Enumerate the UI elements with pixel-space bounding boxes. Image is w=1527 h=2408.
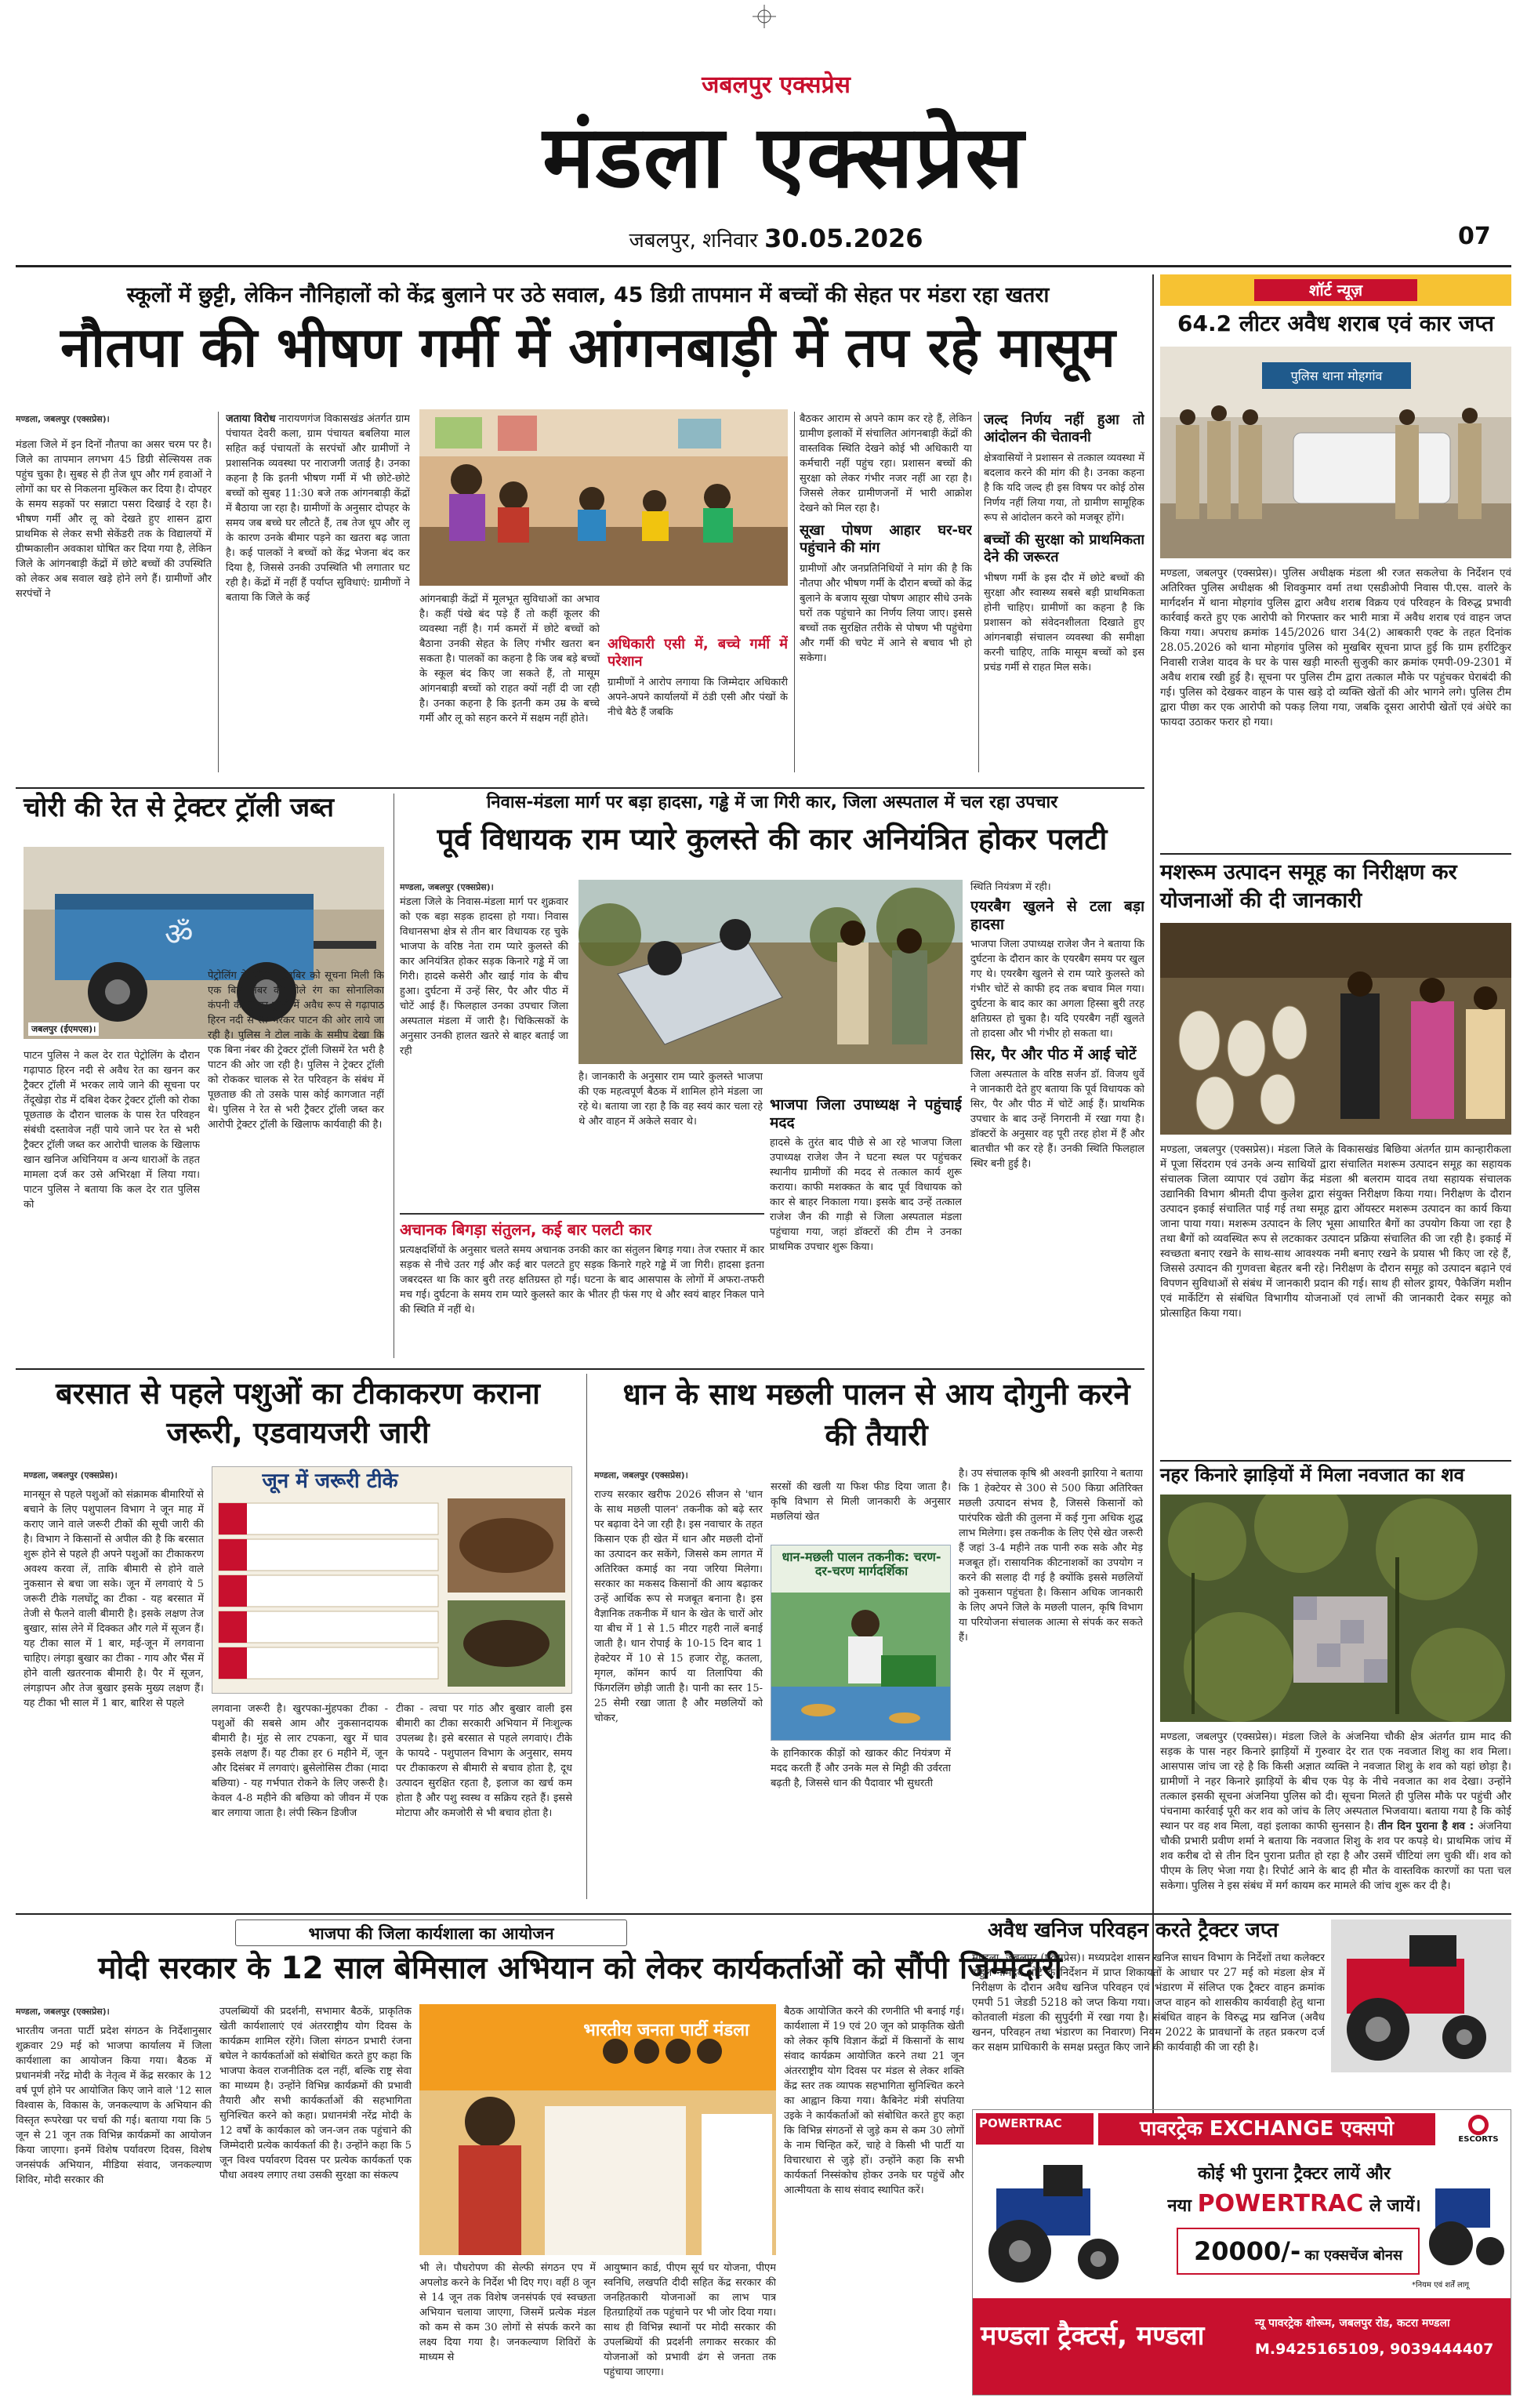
subhead: तीन दिन पुराना है शव : bbox=[1378, 1820, 1474, 1832]
subhead: अधिकारी एसी में, बच्चे गर्मी में परेशान bbox=[608, 636, 788, 670]
subhead: एयरबैग खुलने से टला बड़ा हादसा bbox=[970, 898, 1144, 933]
body-text: सरसों की खली या फिश फीड दिया जाता है। कृषि विभाग से मिली जानकारी के अनुसार मछलियां खेत bbox=[771, 1481, 951, 1523]
body-text: क्षेत्रवासियों ने प्रशासन से तत्काल व्यवस्था में बदलाव करने की मांग की है। उनका कहना है कि यदि जल्द ही इस विषय पर कोई ठोस निर्णय नहीं लिया गया, तो ग्रामीण सामूहिक रूप से आंदोलन करने को मजबूर होंगे। bbox=[984, 452, 1144, 524]
escorts-label: ESCORTS bbox=[1458, 2135, 1499, 2144]
ad-phone: M.9425165109, 9039444407 bbox=[1255, 2341, 1494, 2358]
poster-title: धान-मछली पालन तकनीक: चरण-दर-चरण मार्गदर्शिका bbox=[782, 1549, 941, 1578]
body-text: भीषण गर्मी के इस दौर में छोटे बच्चों की सुरक्षा और स्वास्थ्य सबसे बड़ी प्राथमिकता होनी चाहिए। ग्रामीणों का कहना है कि प्रशासन को संवेदनशीलता दिखाते हुए आंगनबाड़ी संचालन व्यवस्था की समीक्षा करनी चाहिए, ताकि मासूम बच्चों को इस प्रचंड गर्मी से राहत मिल सके। bbox=[984, 572, 1144, 674]
short-news bbox=[1160, 274, 1511, 847]
masthead bbox=[0, 31, 1527, 259]
svg-text:ॐ: ॐ bbox=[165, 917, 194, 953]
body-text: बैठकर आराम से अपने काम कर रहे हैं, लेकिन ग्रामीण इलाकों में संचालित आंगनबाड़ी केंद्रों की वास्तविक स्थिति देखने कोई भी अधिकारी या कर्मचारी नहीं पहुंच रहा। प्रशासन बच्चों की सुरक्षा को लेकर गंभीर नजर नहीं आ रहा है। जिससे लेकर ग्रामीणजनों में भारी आक्रोश देखने को मिल रहा है। bbox=[800, 413, 972, 514]
top-story-col3b bbox=[608, 592, 788, 776]
powertrac-ad bbox=[972, 2109, 1511, 2395]
mashroom-story bbox=[1160, 859, 1511, 1455]
bjp-banner: भारतीय जनता पार्टी मंडला bbox=[583, 2021, 749, 2040]
fish-col3 bbox=[959, 1466, 1143, 1907]
vaccine-headline: बरसात से पहले पशुओं का टीकाकरण कराना जरूरी, एडवायजरी जारी bbox=[55, 1376, 541, 1450]
top-story-col4 bbox=[800, 412, 972, 780]
newborn-body bbox=[1160, 1730, 1511, 1906]
body-text: बैठक आयोजित करने की रणनीति भी बनाई गई। कार्यशाला में 19 एवं 20 जून को प्राकृतिक खेती को लेकर कृषि विज्ञान केंद्रों में किसानों के साथ संवाद कार्यक्रम आयोजित करने तथा 21 जून अंतरराष्ट्रीय योग दिवस पर मंडल से लेकर शक्ति केंद्र स्तर तक व्यापक सहभागिता सुनिश्चित करने का आह्वान किया गया। कैबिनेट मंत्री संपतिया उइके ने कार्यकर्ताओं को संबोधित करते हुए कहा कि विभिन्न संगठनों से जुड़े कम से कम 30 लोगों के नाम चिन्हित करें, चाहे वे किसी भी पार्टी या विचारधारा से जुड़े हों। उन्होंने कहा कि सभी कार्यकर्ता निस्संकोच होकर उनके घर पहुंचें और आत्मीयता के साथ संवाद स्थापित करें। bbox=[784, 2006, 964, 2196]
bjp-kicker-box bbox=[235, 1919, 627, 1946]
overturned-car-photo bbox=[579, 880, 963, 1064]
body-text: आंगनबाड़ी केंद्रों में मूलभूत सुविधाओं का अभाव है। कहीं पंखे बंद पड़े हैं तो कहीं कूलर की व्यवस्था नहीं है। गर्म कमरों में छोटे बच्चों को बैठाना उनकी सेहत के लिए गंभीर खतरा बन सकता है। पालकों का कहना है कि जब बड़े बच्चों के स्कूल बंद किए जा सकते हैं, तो मासूम आंगनबाड़ी बच्चों को राहत क्यों नहीं दी जा रही है। उनका कहना है कि इतनी कम उम्र के बच्चे गर्मी और लू को सहन करने में सक्षम नहीं होते। bbox=[419, 594, 600, 725]
accident-col3 bbox=[970, 880, 1144, 1362]
box-title: अचानक बिगड़ा संतुलन, कई बार पलटी कार bbox=[400, 1220, 652, 1239]
subhead: जल्द निर्णय नहीं हुआ तो आंदोलन की चेतावनी bbox=[984, 412, 1144, 445]
ad-line2 bbox=[1130, 2190, 1459, 2217]
fish-poster bbox=[771, 1545, 951, 1741]
accident-col2 bbox=[579, 1070, 763, 1207]
ad-dealer-bar bbox=[973, 2298, 1511, 2395]
body-text: मंडला जिले के निवास-मंडला मार्ग पर शुक्रवार को एक बड़ा सड़क हादसा हो गया। निवास विधानसभा क्षेत्र से तीन बार विधायक रह चुके भाजपा के वरिष्ठ नेता राम प्यारे कुलस्ते की कार अनियंत्रित होकर सड़क किनारे गड्ढे में जा गिरी। हादसे कसेरी और खाई गांव के बीच हुआ। दुर्घटना में उन्हें सिर, पैर और पीठ में चोटें आई हैं। फिलहाल उनका उपचार जिला अस्पताल मंडला में जारी है। चिकित्सकों के अनुसार उनकी हालत खतरे से बाहर बताई जा रही bbox=[400, 896, 568, 1057]
body-text: मण्डला, जबलपुर (एक्सप्रेस)। पुलिस अधीक्षक मंडला श्री रजत सकलेचा के निर्देशन एवं अतिरिक्त पुलिस अधीक्षक श्री शिवकुमार वर्मा तथा एसडीओपी निवास पी.एस. वालरे के मार्गदर्शन में थाना मोहगांव पुलिस द्वारा अवैध शराब विक्रय एवं परिवहन के विरुद्ध प्रभावी कार्रवाई करते हुए एक आरोपी को गिरफ्तार कर भारी मात्रा में अवैध शराब एवं वाहन जप्त किया गया। अपराध क्रमांक 145/2026 धारा 34(2) आबकारी एक्ट के तहत दिनांक 28.05.2026 को थाना मोहगांव पुलिस को मुखबिर सूचना प्राप्त हुई कि ग्राम हर्राटिकुर निवासी राजेश यादव के घर के पास खड़ी मारुती सुजुकी कार क्रमांक एमपी-09-2301 में अवैध शराब रखी हुई है। सूचना पर पुलिस टीम द्वारा तत्काल मौके पर पहुंचकर घेराबंदी की गई। पुलिस को देखकर वाहन के पास खड़े दो व्यक्ति खेतों की ओर भागने लगे। पुलिस टीम द्वारा पीछा कर एक आरोपी को पकड़ लिया गया, जबकि दूसरा आरोपी खेतों एवं अंधेरे का फायदा उठाकर फरार हो गया। bbox=[1160, 567, 1511, 728]
body-text: लगवाना जरूरी है। खुरपका-मुंहपका टीका - पशुओं की सबसे आम और नुकसानदायक बीमारी है। मुंह से लार टपकना, खुर में घाव इसके लक्षण हैं। यह टीका हर 6 महीने में, जून और दिसंबर में लगवाएं। ब्रुसेलोसिस टीका (मादा बछिया) - यह गर्भपात रोकने के लिए जरूरी है। केवल 4-8 महीने की बछिया को जीवन में एक बार लगाया जाता है। लंपी स्किन डिजीज bbox=[212, 1703, 388, 1819]
tractor-body bbox=[972, 1951, 1325, 2098]
body-text: के हानिकारक कीड़ों को खाकर कीट नियंत्रण में मदद करती हैं और उनके मल से मिट्टी की उर्वरता बढ़ती है, जिससे धान की पैदावार भी सुधरती bbox=[771, 1748, 951, 1789]
police-photo bbox=[1160, 347, 1511, 558]
body-text: मण्डला, जबलपुर (एक्सप्रेस)। मंडला जिले के अंजनिया चौकी क्षेत्र अंतर्गत ग्राम माद की सड़क के पास नहर किनारे झाड़ियों में गुरुवार देर रात एक नवजात शिशु का शव मिला। आसपास जांच जा रहे है कि किसी अज्ञात व्यक्ति ने नवजात शिशु के शव को यहां छोड़ा है। ग्रामीणों ने नहर किनारे झाड़ियों के बीच एक पेड़ के नीचे नवजात का शव देखा। उन्होंने तत्काल इसकी सूचना अंजनिया पुलिस को दी। सूचना मिलते ही पुलिस मौके पर पहुंची और पंचनामा कार्रवाई पूरी कर शव को जांच के लिए अस्पताल भिजवाया। बताया गया है कि कोई स्थान पर वह शव मिला, वहां इलाका काफी सुनसान है। bbox=[1160, 1731, 1511, 1832]
masthead-title: मंडला एक्सप्रेस bbox=[542, 107, 1025, 207]
fish-story bbox=[594, 1374, 1144, 1907]
newborn-story bbox=[1160, 1465, 1511, 1904]
top-story bbox=[16, 274, 1144, 784]
accident-kicker: निवास-मंडला मार्ग पर बड़ा हादसा, गड्ढे में जा गिरी कार, जिला अस्पताल में चल रहा उपचार bbox=[486, 793, 1058, 812]
body-text: भी ले। पौधरोपण की सेल्फी संगठन एप में अपलोड करने के निर्देश भी दिए गए। वहीं 8 जून से 14 जून तक विशेष जनसंपर्क एवं स्वच्छता अभियान चलाया जाएगा, जिसमें प्रत्येक मंडल को कम से कम 30 लोगों से संपर्क करने का लक्ष्य दिया गया है। जनकल्याण शिविरों के माध्यम से bbox=[419, 2262, 596, 2363]
poster-title: जून में जरूरी टीके bbox=[262, 1469, 398, 1493]
body-text: टीका - त्वचा पर गांठ और बुखार वाली इस बीमारी का टीका सरकारी अभियान में निःशुल्क उपलब्ध है। इसे बरसात से पहले लगवाएं। टीके के फायदे - पशुपालन विभाग के अनुसार, समय पर टीकाकरण से बीमारी से बचाव होता है, दूध उत्पादन सुरक्षित रहता है, इलाज का खर्च कम होता है और पशु स्वस्थ व सक्रिय रहते हैं। इससे मोटापा और कमजोरी से भी बचाव होता है। bbox=[396, 1703, 572, 1819]
body-text: मण्डला, जबलपुर (एक्सप्रेस)। मंडला जिले के विकासखंड बिछिया अंतर्गत ग्राम कान्हारीकला में पूजा सिंदराम एवं उनके अन्य साथियों द्वारा संचालित मशरूम उत्पादन समूह का सहायक संचालक जिला व्यापार एवं उद्योग केंद्र मंडला श्री बलराम यादव तथा सहायक संचालक उद्यानिकी विभाग श्रीमती दीपा कुलेश द्वारा संयुक्त निरीक्षण किया गया। निरीक्षण के दौरान उत्पादन इकाई संचालित पाई गई तथा समूह द्वारा ऑयस्टर मशरूम उत्पादन का कार्य किया जाना पाया गया। मशरूम उत्पादन के लिए भूसा आधारित बैगों का उपयोग किया जा रहा है तथा बैगों को व्यवस्थित रूप से लटकाकर उत्पादन प्रक्रिया संचालित की जा रही है। इकाई में स्वच्छता बनाए रखने के साथ-साथ आवश्यक नमी बनाए रखने के प्रयास भी किए जा रहे हैं, जिससे उत्पादन की गुणवत्ता बेहतर बनी रहे। निरीक्षण के दौरान समूह को उत्पादन बढ़ाने एवं विपणन सुविधाओं से संबंध में जानकारी प्रदान की गई। साथ ही सोलर ड्रायर, पैकेजिंग मशीन एवं मार्केटिंग से संबंधित विभागीय योजनाओं एवं लाभों की जानकारी देकर समूह को प्रोत्साहित किया गया। bbox=[1160, 1143, 1511, 1320]
tractor-story bbox=[972, 1919, 1511, 2100]
sand-headline: चोरी की रेत से ट्रेक्टर ट्रॉली जब्त bbox=[24, 792, 335, 823]
top-story-col2 bbox=[226, 412, 410, 780]
body-text: भाजपा जिला उपाध्यक्ष राजेश जैन ने बताया कि दुर्घटना के दौरान कार के एयरबैग समय पर खुल गए थे। एयरबैग खुलने से राम प्यारे कुलस्ते को गंभीर चोटें से काफी हद तक बचाव मिल गया। दुर्घटना के बाद कार का अगला हिस्सा बुरी तरह क्षतिग्रस्त हो चुका है। यदि एयरबैग नहीं खुलते तो हादसा और भी गंभीर हो सकता था। bbox=[970, 939, 1144, 1040]
escorts-logo bbox=[1451, 2115, 1506, 2146]
ad-fineprint: *नियम एवं शर्तें लागू bbox=[1412, 2281, 1470, 2290]
accident-col1 bbox=[400, 880, 568, 1193]
body-text: पाटन पुलिस ने कल देर रात पेट्रोलिंग के दौरान गढ़ापाठ हिरन नदी से अवैध रेत का खनन कर ट्रैक्टर ट्रॉली में भरकर लाये जाने की सूचना पर तेंदूखेड़ा रोड में दबिश देकर ट्रेक्टर ट्रॉली को रोका पूछताछ के दौरान चालक के पास रेत परिवहन संबंधी दस्तावेज नहीं पाये जाने पर रेत से भरी ट्रैक्टर ट्रॉली जब्त कर आरोपी चालक के खिलाफ खान खनिज अधिनियम व अन्य धाराओं के तहत मामला दर्ज कर उसे अभिरक्षा में लिया गया। पाटन पुलिस ने बताया कि कल देर रात पुलिस को bbox=[24, 1050, 200, 1211]
ad-line2-brand: POWERTRAC bbox=[1197, 2190, 1364, 2217]
bjp-headline: मोदी सरकार के 12 साल बेमिसाल अभियान को लेकर कार्यकर्ताओं को सौंपी जिम्मेदारी bbox=[98, 1951, 1062, 1986]
mashroom-headline: मशरूम उत्पादन समूह का निरीक्षण कर योजनाओं की दी जानकारी bbox=[1160, 860, 1457, 913]
short-news-label-bar bbox=[1160, 274, 1511, 306]
body-text: हादसे के तुरंत बाद पीछे से आ रहे भाजपा जिला उपाध्यक्ष राजेश जैन ने घटना स्थल पर पहुंचकर स्थानीय ग्रामीणों की मदद से तत्काल कार्य शुरू कराया। काफी मशक्कत के बाद पूर्व विधायक को कार से बाहर निकाला गया। इसके बाद उन्हें तत्काल राजेश जैन की गाड़ी से जिला अस्पताल मंडला पहुंचाया गया, जहां डॉक्टरों की टीम ने उनका प्राथमिक उपचार शुरू किया। bbox=[770, 1137, 962, 1253]
bjp-col4 bbox=[604, 2261, 776, 2395]
anganwadi-photo bbox=[419, 409, 788, 586]
ad-brand-box: POWERTRAC bbox=[976, 2113, 1094, 2145]
ad-dealer: मण्डला ट्रैक्टर्स, मण्डला bbox=[981, 2320, 1205, 2352]
subhead: बच्चों की सुरक्षा को प्राथमिकता देने की जरूरत bbox=[984, 532, 1144, 565]
ad-line1: कोई भी पुराना ट्रैक्टर लायें और bbox=[1198, 2164, 1391, 2184]
top-story-kicker: स्कूलों में छुट्टी, लेकिन नौनिहालों को केंद्र बुलाने पर उठे सवाल, 45 डिग्री तापमान में बच्चों की सेहत पर मंडरा रहा खतरा bbox=[126, 283, 1050, 307]
vaccine-col3 bbox=[396, 1702, 572, 1907]
vaccine-poster bbox=[212, 1466, 572, 1694]
body-text: ग्रामीणों ने आरोप लगाया कि जिम्मेदार अधिकारी अपने-अपने कार्यालयों में ठंडी एसी और पंखों के नीचे बैठे हैं जबकि bbox=[608, 677, 788, 718]
ad-line2-pre: नया bbox=[1167, 2196, 1191, 2216]
police-station-sign: पुलिस थाना मोहगांव bbox=[1290, 369, 1383, 383]
body-text: है। उप संचालक कृषि श्री अश्वनी झारिया ने बताया कि 1 हेक्टेयर से 300 से 500 किग्रा अतिरिक्त मछली उत्पादन संभव है, जिससे किसानों को पारंपरिक खेती की तुलना में कई गुना अधिक शुद्ध लाभ मिलेगा। इस तकनीक के लिए ऐसे खेत जरूरी हैं जहां 3-4 महीने तक पानी रुक सके और मेड़ मजबूत हों। रासायनिक कीटनाशकों का उपयोग न करने की सलाह दी गई है क्योंकि इससे मछलियों को नुकसान पहुंचता है। किसान अधिक जानकारी के लिए अपने जिले के मछली पालन, कृषि विभाग या परियोजना संचालक आत्मा से संपर्क कर सकते हैं। bbox=[959, 1468, 1143, 1643]
bjp-col5 bbox=[784, 2004, 964, 2396]
bjp-kicker: भाजपा की जिला कार्यशाला का आयोजन bbox=[308, 1924, 554, 1943]
accident-story bbox=[400, 794, 1144, 1366]
bjp-col1 bbox=[16, 2004, 212, 2396]
body-text: नारायणगंज विकासखंड अंतर्गत ग्राम पंचायत देवरी कला, ग्राम पंचायत बबलिया माल सहित कई पंचायतों के सरपंचों और ग्रामीणों ने प्रशासनिक व्यवस्था पर नाराजगी जताई है। उनका कहना है कि इतनी भीषण गर्मी में भी छोटे-छोटे बच्चों को सुबह 11:30 बजे तक आंगनबाड़ी केंद्रों में बैठाया जा रहा है। ग्रामीणों के अनुसार दोपहर के समय जब बच्चे घर लौटते हैं, तब तेज धूप और लू के कारण उनके बीमार पड़ने का खतरा बढ़ जाता है। कई पालकों ने बच्चों को केंद्र भेजना बंद कर दिया है, जिससे उनकी उपस्थिति भी लगातार घट रही है। केंद्रों में नहीं हैं पर्याप्त सुविधाएं: ग्रामीणों ने बताया कि जिले के कई bbox=[226, 413, 410, 604]
dateline: मण्डला, जबलपुर (एक्सप्रेस)। bbox=[594, 1470, 688, 1480]
vaccine-col1 bbox=[24, 1468, 204, 1907]
ad-address: न्यू पावरट्रेक शोरूम, जबलपुर रोड, कटरा मण्डला bbox=[1255, 2317, 1450, 2330]
top-story-col3 bbox=[419, 592, 600, 776]
fish-col1 bbox=[594, 1468, 763, 1907]
subhead: जताया विरोध bbox=[226, 413, 276, 425]
masthead-dateline bbox=[611, 223, 941, 253]
ad-line2-post: ले जायें। bbox=[1369, 2196, 1421, 2216]
body-text: राज्य सरकार खरीफ 2026 सीजन से 'धान के साथ मछली पालन' तकनीक को बढ़े स्तर पर बढ़ावा देने जा रही है। इस नवाचार के तहत किसान एक ही खेत में धान और मछली दोनों का उत्पादन कर सकेंगे, जिससे कम लागत में अतिरिक्त कमाई का नया जरिया मिलेगा। सरकार का मकसद किसानों की आय बढ़ाकर उन्हें आर्थिक रूप से मजबूत बनाना है। इस वैज्ञानिक तकनीक में धान के खेत के चारों ओर या बीच में 1 से 1.5 मीटर गहरी नालें बनाई जाती है। धान रोपाई के 10-15 दिन बाद 1 हेक्टेयर में 10 से 15 हजार रोहू, कतला, मृगल, कॉमन कार्प या तिलापिया की फिंगरलिंग छोड़ी जाती है। पानी का स्तर 15-25 सेमी रखा जाता है और मछलियों को चोकर, bbox=[594, 1489, 763, 1724]
fish-headline: धान के साथ मछली पालन से आय दोगुनी करने की तैयारी bbox=[622, 1377, 1130, 1452]
accident-col2b bbox=[770, 1070, 962, 1360]
top-story-headline: नौतपा की भीषण गर्मी में आंगनबाड़ी में तप रहे मासूम bbox=[60, 315, 1115, 380]
bonus-text: का एक्सचेंज बोनस bbox=[1304, 2247, 1403, 2264]
tractor-photo bbox=[1331, 1919, 1511, 2072]
subhead: सूखा पोषण आहार घर-घर पहुंचाने की मांग bbox=[800, 522, 972, 556]
body-text: भारतीय जनता पार्टी प्रदेश संगठन के निर्देशानुसार शुक्रवार 29 मई को भाजपा कार्यालय में जिला कार्यशाला का आयोजन किया गया। बैठक में प्रधानमंत्री नरेंद्र मोदी के नेतृत्व में केंद्र सरकार के 12 वर्ष पूर्ण होने पर आयोजित किए जाने वाले '12 साल विश्वास के, विकास के, जनकल्याण के अभियान की विस्तृत रूपरेखा पर चर्चा की गई। बताया गया कि 5 जून से 21 जून तक विभिन्न कार्यक्रमों का आयोजन किया जाएगा। इनमें विशेष पर्यावरण दिवस, विशेष जनसंपर्क अभियान, मीडिया संवाद, जनकल्याण शिविर, मोदी सरकार की bbox=[16, 2025, 212, 2186]
body-text: आयुष्मान कार्ड, पीएम सूर्य घर योजना, पीएम स्वनिधि, लखपति दीदी सहित केंद्र सरकार की जनहितकारी योजनाओं का लाभ पात्र हितग्राहियों तक पहुंचाने पर भी जोर दिया गया। साथ ही विभिन्न स्थानों पर मोदी सरकार की उपलब्धियों की प्रदर्शनी लगाकर सरकार की योजनाओं को प्रभावी ढंग से जनता तक पहुंचाया जाएगा। bbox=[604, 2262, 776, 2378]
body-text: पेट्रोलिंग के दौरान मुखबिर को सूचना मिली कि एक बिना नंबर की नीले रंग का सोनालिका कंपनी की ट्रैक्टर ट्रॉली में अवैध रूप से गढ़ापाठ हिरन नदी से रेत भरकर पाटन की ओर लाये जा रही है। पुलिस ने टोल नाके के समीप देखा कि एक बिना नंबर की ट्रेक्टर ट्रॉली जिसमें रेत भरी है पाटन की ओर जा रही है। पुलिस ने ट्रेक्टर ट्रॉली को रोककर चालक से रेत परिवहन के संबंध में पूछताछ की तो उसके पास कोई कागजात नहीं थे। पुलिस ने रेत से भरी ट्रैक्टर ट्रॉली जब्त कर आरोपी ट्रेक्टर ट्रॉली के खिलाफ कार्यवाही की है। bbox=[208, 970, 384, 1131]
body-text: उपलब्धियों की प्रदर्शनी, सभामार बैठकें, प्राकृतिक खेती कार्यशालाएं एवं अंतरराष्ट्रीय योग दिवस के कार्यक्रम शामिल रहेंगे। जिला संगठन प्रभारी रंजना बघेल ने कार्यकर्ताओं को संबोधित करते हुए कहा कि भाजपा केवल राजनीतिक दल नहीं, बल्कि राष्ट्र सेवा का माध्यम है। उन्होंने विभिन्न कार्यक्रमों की प्रभावी तैयारी और सभी कार्यकर्ताओं की सहभागिता सुनिश्चित करने को कहा। प्रधानमंत्री नरेंद्र मोदी के 12 वर्षों के कार्यकाल को जन-जन तक पहुंचाने की जिम्मेदारी प्रत्येक कार्यकर्ता की है। उन्होंने कहा कि 5 जून विश्व पर्यावरण दिवस पर प्रत्येक कार्यकर्ता एक पौधा अवश्य लगाए तथा उसकी सुरक्षा का संकल्प bbox=[219, 2006, 412, 2181]
bonus-amount: 20000/- bbox=[1193, 2236, 1301, 2266]
accident-headline: पूर्व विधायक राम प्यारे कुलस्ते की कार अनियंत्रित होकर पलटी bbox=[437, 822, 1108, 856]
dateline-city: जबलपुर, शनिवार bbox=[629, 229, 758, 252]
dateline-date: 30.05.2026 bbox=[764, 223, 923, 253]
mashroom-body bbox=[1160, 1142, 1511, 1452]
body-text: स्थिति नियंत्रण में रही। bbox=[970, 881, 1051, 893]
ad-tractor-right bbox=[1427, 2157, 1506, 2275]
body-text: है। जानकारी के अनुसार राम प्यारे कुलस्ते भाजपा की एक महत्वपूर्ण बैठक में शामिल होने मंडला जा रहे थे। बताया जा रहा है कि वह स्वयं कार चला रहे थे और वाहन में अकेले सवार थे। bbox=[579, 1071, 763, 1128]
top-story-col5 bbox=[984, 412, 1144, 780]
newborn-photo bbox=[1160, 1495, 1511, 1722]
short-news-ribbon: शॉर्ट न्यूज़ bbox=[1254, 279, 1417, 301]
dateline: मण्डला, जबलपुर (एक्सप्रेस)। bbox=[16, 414, 110, 424]
masthead-rule bbox=[16, 265, 1511, 267]
ad-tractor-left bbox=[981, 2157, 1130, 2290]
body-text: मानसून से पहले पशुओं को संक्रामक बीमारियों से बचाने के लिए पशुपालन विभाग ने जून माह में कराए जाने वाले जरूरी टीकों की सूची जारी की है। विभाग ने किसानों से अपील की है कि बरसात शुरू होने से पहले ही अपने पशुओं का टीकाकरण अवश्य करवा लें, ताकि बीमारी से होने वाले नुकसान से बचा जा सके। जून में लगवाएं ये 5 जरूरी टीके गलघोंटू का टीका - यह बरसात में तेजी से फैलने वाली बीमारी है। इसके लक्षण तेज बुखार, सांस लेने में दिक्कत और गले में सूजन हैं। यह टीका साल में 1 बार, मई-जून में लगवाना चाहिए। लंगड़ा बुखार का टीका - गाय और भैंस में होने वाली खतरनाक बीमारी है। पैर में सूजन, लंगड़ापन और तेज बुखार इसके मुख्य लक्षण हैं। यह टीका भी साल में 1 बार, बारिश से पहले bbox=[24, 1489, 204, 1709]
tractor-headline: अवैध खनिज परिवहन करते ट्रैक्टर जप्त bbox=[988, 1919, 1279, 1942]
accident-box bbox=[400, 1213, 764, 1360]
page-number: 07 bbox=[1458, 223, 1491, 250]
ad-title: पावरट्रेक EXCHANGE एक्सपो bbox=[1098, 2113, 1435, 2145]
dateline: मण्डला, जबलपुर (एक्सप्रेस)। bbox=[400, 882, 494, 892]
body-text: मंडला जिले में इन दिनों नौतपा का असर चरम पर है। जिले का तापमान लगभग 45 डिग्री सेल्सियस तक पहुंच चुका है। सुबह से ही तेज धूप और गर्म हवाओं ने लोगों का घर से निकलना मुश्किल कर दिया है। दोपहर के समय सड़कों पर सन्नाटा पसरा दिखाई दे रहा है। भीषण गर्मी और लू को देखते हुए शासन द्वारा प्राथमिक से लेकर सभी सेकेंडरी तक के विद्यालयों में ग्रीष्मकालीन अवकाश घोषित कर दिया गया है, लेकिन जिले के आंगनबाड़ी केंद्रों में छोटे बच्चों की उपस्थिति को लेकर अब सवाल खड़े होने लगे हैं। ग्रामीणों और सरपंचों ने bbox=[16, 439, 212, 600]
vaccine-col2 bbox=[212, 1702, 388, 1907]
dateline: मण्डला, जबलपुर (एक्सप्रेस)। bbox=[24, 1470, 118, 1480]
bjp-col2 bbox=[219, 2004, 412, 2396]
top-story-col1 bbox=[16, 412, 212, 780]
subhead: भाजपा जिला उपाध्यक्ष ने पहुंचाई मदद bbox=[770, 1096, 962, 1131]
body-text: ग्रामीणों और जनप्रतिनिधियों ने मांग की है कि नौतपा और भीषण गर्मी के दौरान बच्चों को केंद्र बुलाने के बजाय सूखा पोषण आहार सीधे उनके घरों तक पहुंचाने का निर्णय लिया जाए। इससे बच्चों तक सुरक्षित तरीके से पोषण भी पहुंचेगा और गर्मी की चपेट में आने से बचाव भी हो सकेगा। bbox=[800, 563, 972, 664]
body-text: अंजनिया चौकी प्रभारी प्रवीण शर्मा ने बताया कि नवजात शिशु के शव पर कपड़े थे। प्राथमिक जांच में शव करीब दो से तीन दिन पुराना प्रतीत हो रहा है और उसमें चींटियां लग चुकी थीं। शव को पीएम के लिए भेजा गया है। रिपोर्ट आने के बाद ही मौत के वास्तविक कारणों का पता चल सकेगा। पुलिस ने इस संबंध में मर्ग कायम कर मामले की जांच शुरू कर दी है। bbox=[1160, 1820, 1511, 1892]
fish-col2 bbox=[771, 1480, 951, 1542]
short-news-headline: 64.2 लीटर अवैध शराब एवं कार जप्त bbox=[1177, 311, 1494, 336]
photo-caption: जबलपुर (ईएमएस)। bbox=[28, 1022, 99, 1036]
bjp-col3 bbox=[419, 2261, 596, 2395]
registration-mark bbox=[753, 5, 776, 28]
ad-bonus bbox=[1177, 2228, 1420, 2275]
newborn-headline: नहर किनारे झाड़ियों में मिला नवजात का शव bbox=[1160, 1464, 1465, 1486]
bjp-workshop-photo bbox=[419, 2004, 776, 2255]
short-news-body bbox=[1160, 566, 1511, 847]
dateline: मण्डला, जबलपुर (एक्सप्रेस)। bbox=[16, 2007, 110, 2017]
fish-col2b bbox=[771, 1746, 951, 1907]
mashroom-photo bbox=[1160, 923, 1511, 1135]
box-body: प्रत्यक्षदर्शियों के अनुसार चलते समय अचानक उनकी कार का संतुलन बिगड़ गया। तेज रफ्तार में कार सड़क से नीचे उतर गई और कई बार पलटते हुए सड़क किनारे गहरे गड्ढे में जा गिरी। हादसा इतना जबरदस्त था कि कार बुरी तरह क्षतिग्रस्त हो गई। घटना के बाद आसपास के लोगों में अफरा-तफरी मच गई। दुर्घटना के समय राम प्यारे कुलस्ते कार के भीतर ही फंस गए थे और स्वयं बाहर निकल पाने की स्थिति में नहीं थे। bbox=[400, 1244, 764, 1316]
body-text: मण्डला, जबलपुर (एक्सप्रेस)। मध्यप्रदेश शासन खनिज साधन विभाग के निर्देशों तथा कलेक्टर राहुल नामदेव धोटे के निर्देशन में प्राप्त शिकायतों के आधार पर 27 मई को मंडला क्षेत्र में निरीक्षण के दौरान अवैध खनिज परिवहन एवं भंडारण में संलिप्त एक ट्रैक्टर वाहन क्रमांक एमपी 51 जेडडी 5218 को जप्त किया गया। जप्त वाहन को शासकीय कार्यवाही हेतु थाना कोतवाली मंडला की सुपुर्दगी में रखा गया है। संबंधित वाहन के विरुद्ध मप्र खनिज (अवैध खनन, परिवहन तथा भंडारण का निवारण) नियम 2022 के प्रावधानों के तहत प्रकरण दर्ज कर सक्षम प्राधिकारी के समक्ष प्रस्तुत किए जाने की कार्यवाही की जा रही है। bbox=[972, 1952, 1325, 2054]
sand-col2-text bbox=[208, 968, 384, 1357]
masthead-kicker: जबलपुर एक्सप्रेस bbox=[702, 71, 851, 99]
body-text: जिला अस्पताल के वरिष्ठ सर्जन डॉ. विजय धुर्वे ने जानकारी देते हुए बताया कि पूर्व विधायक को सिर, पैर और पीठ में चोटें आई हैं। प्राथमिक उपचार के बाद उन्हें निगरानी में रखा गया है। डॉक्टरों के अनुसार वह पूरी तरह होश में हैं और बातचीत भी कर रहे हैं। उनकी स्थिति फिलहाल स्थिर बनी हुई है। bbox=[970, 1069, 1144, 1170]
subhead: सिर, पैर और पीठ में आई चोटें bbox=[970, 1046, 1137, 1063]
vaccine-story bbox=[16, 1374, 580, 1907]
sand-col1 bbox=[24, 1048, 200, 1362]
